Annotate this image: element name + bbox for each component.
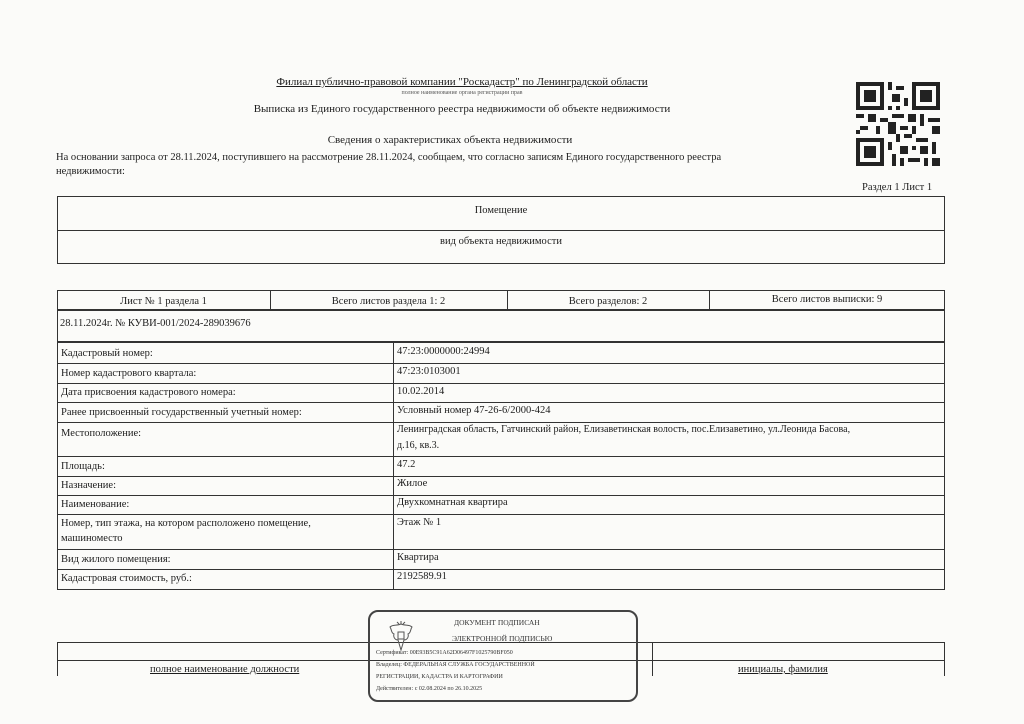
property-label: Назначение: bbox=[61, 480, 117, 491]
divider bbox=[57, 363, 945, 364]
object-name: Двухкомнатная квартира bbox=[397, 497, 508, 508]
divider bbox=[57, 549, 945, 550]
document-title: Выписка из Единого государственного реестра недвижимости об объекте недвижимости bbox=[253, 103, 671, 115]
divider bbox=[57, 456, 945, 457]
property-label: Кадастровый номер: bbox=[61, 348, 153, 359]
property-label: Дата присвоения кадастрового номера: bbox=[61, 387, 236, 398]
stamp-owner-line2: РЕГИСТРАЦИИ, КАДАСТРА И КАРТОГРАФИИ bbox=[376, 674, 503, 680]
section-title: Сведения о характеристиках объекта недвижимости bbox=[327, 134, 573, 146]
qr-code-icon bbox=[856, 82, 940, 166]
assignment-date: 10.02.2014 bbox=[397, 386, 445, 397]
property-label: Наименование: bbox=[61, 499, 130, 510]
property-label: Вид жилого помещения: bbox=[61, 554, 171, 565]
org-subcaption: полное наименование органа регистрации прав bbox=[401, 90, 523, 96]
living-premises-type: Квартира bbox=[397, 552, 439, 563]
divider bbox=[393, 342, 394, 590]
stamp-owner-line1: Владелец: ФЕДЕРАЛЬНАЯ СЛУЖБА ГОСУДАРСТВЕННОЙ bbox=[376, 662, 535, 668]
location-line1: Ленинградская область, Гатчинский район, Елизаветинская волость, пос.Елизаветино, ул.Леонида Басова, bbox=[397, 424, 851, 435]
coat-of-arms-icon bbox=[386, 620, 416, 654]
stamp-line2: ЭЛЕКТРОННОЙ ПОДПИСЬЮ bbox=[452, 634, 553, 643]
divider bbox=[57, 569, 945, 570]
total-section-sheets: Всего листов раздела 1: 2 bbox=[331, 296, 446, 307]
property-label: машиноместо bbox=[61, 533, 123, 544]
divider bbox=[57, 230, 945, 231]
property-label: Ранее присвоенный государственный учетный номер: bbox=[61, 407, 302, 418]
property-label: Номер, тип этажа, на котором расположено помещение, bbox=[61, 518, 311, 529]
org-name: Филиал публично-правовой компании "Роскадастр" по Ленинградской области bbox=[276, 76, 648, 88]
property-label: Местоположение: bbox=[61, 428, 142, 439]
divider bbox=[57, 402, 945, 403]
location-line2: д.16, кв.3. bbox=[397, 440, 440, 451]
property-label: Площадь: bbox=[61, 461, 105, 472]
stamp-line1: ДОКУМЕНТ ПОДПИСАН bbox=[454, 618, 540, 627]
stamp-validity: Действителен: с 02.08.2024 по 26.10.2025 bbox=[376, 686, 483, 692]
divider bbox=[652, 642, 653, 676]
cadastral-quarter: 47:23:0103001 bbox=[397, 366, 461, 377]
divider bbox=[57, 422, 945, 423]
electronic-signature-stamp bbox=[368, 610, 638, 702]
position-caption: полное наименование должности bbox=[150, 664, 300, 675]
properties-table bbox=[57, 342, 945, 590]
name-caption: инициалы, фамилия bbox=[738, 664, 828, 675]
object-type-caption: вид объекта недвижимости bbox=[440, 236, 562, 247]
purpose: Жилое bbox=[397, 478, 428, 489]
divider bbox=[57, 495, 945, 496]
total-sections: Всего разделов: 2 bbox=[568, 296, 648, 307]
total-extract-sheets: Всего листов выписки: 9 bbox=[771, 294, 883, 305]
property-label: Номер кадастрового квартала: bbox=[61, 368, 197, 379]
floor: Этаж № 1 bbox=[397, 517, 442, 528]
cadastral-number: 47:23:0000000:24994 bbox=[397, 346, 490, 357]
section-sheet-label: Раздел 1 Лист 1 bbox=[862, 182, 933, 193]
cadastral-value: 2192589.91 bbox=[397, 571, 447, 582]
divider bbox=[57, 383, 945, 384]
divider bbox=[57, 476, 945, 477]
sheet-number: Лист № 1 раздела 1 bbox=[120, 296, 207, 307]
area: 47.2 bbox=[397, 459, 416, 470]
basis-text-line2: недвижимости: bbox=[56, 166, 125, 177]
property-label: Кадастровая стоимость, руб.: bbox=[61, 573, 192, 584]
basis-text-line1: На основании запроса от 28.11.2024, поступившего на рассмотрение 28.11.2024, сообщаем, что согласно записям Единого государственного реестра bbox=[56, 152, 722, 163]
previous-number: Условный номер 47-26-6/2000-424 bbox=[397, 405, 551, 416]
divider bbox=[57, 514, 945, 515]
doc-number: 28.11.2024г. № КУВИ-001/2024-289039676 bbox=[60, 318, 251, 329]
object-type: Помещение bbox=[474, 205, 528, 216]
stamp-certificate: Сертификат: 00E93B5C91A62D06497F1025790BF050 bbox=[376, 650, 513, 656]
